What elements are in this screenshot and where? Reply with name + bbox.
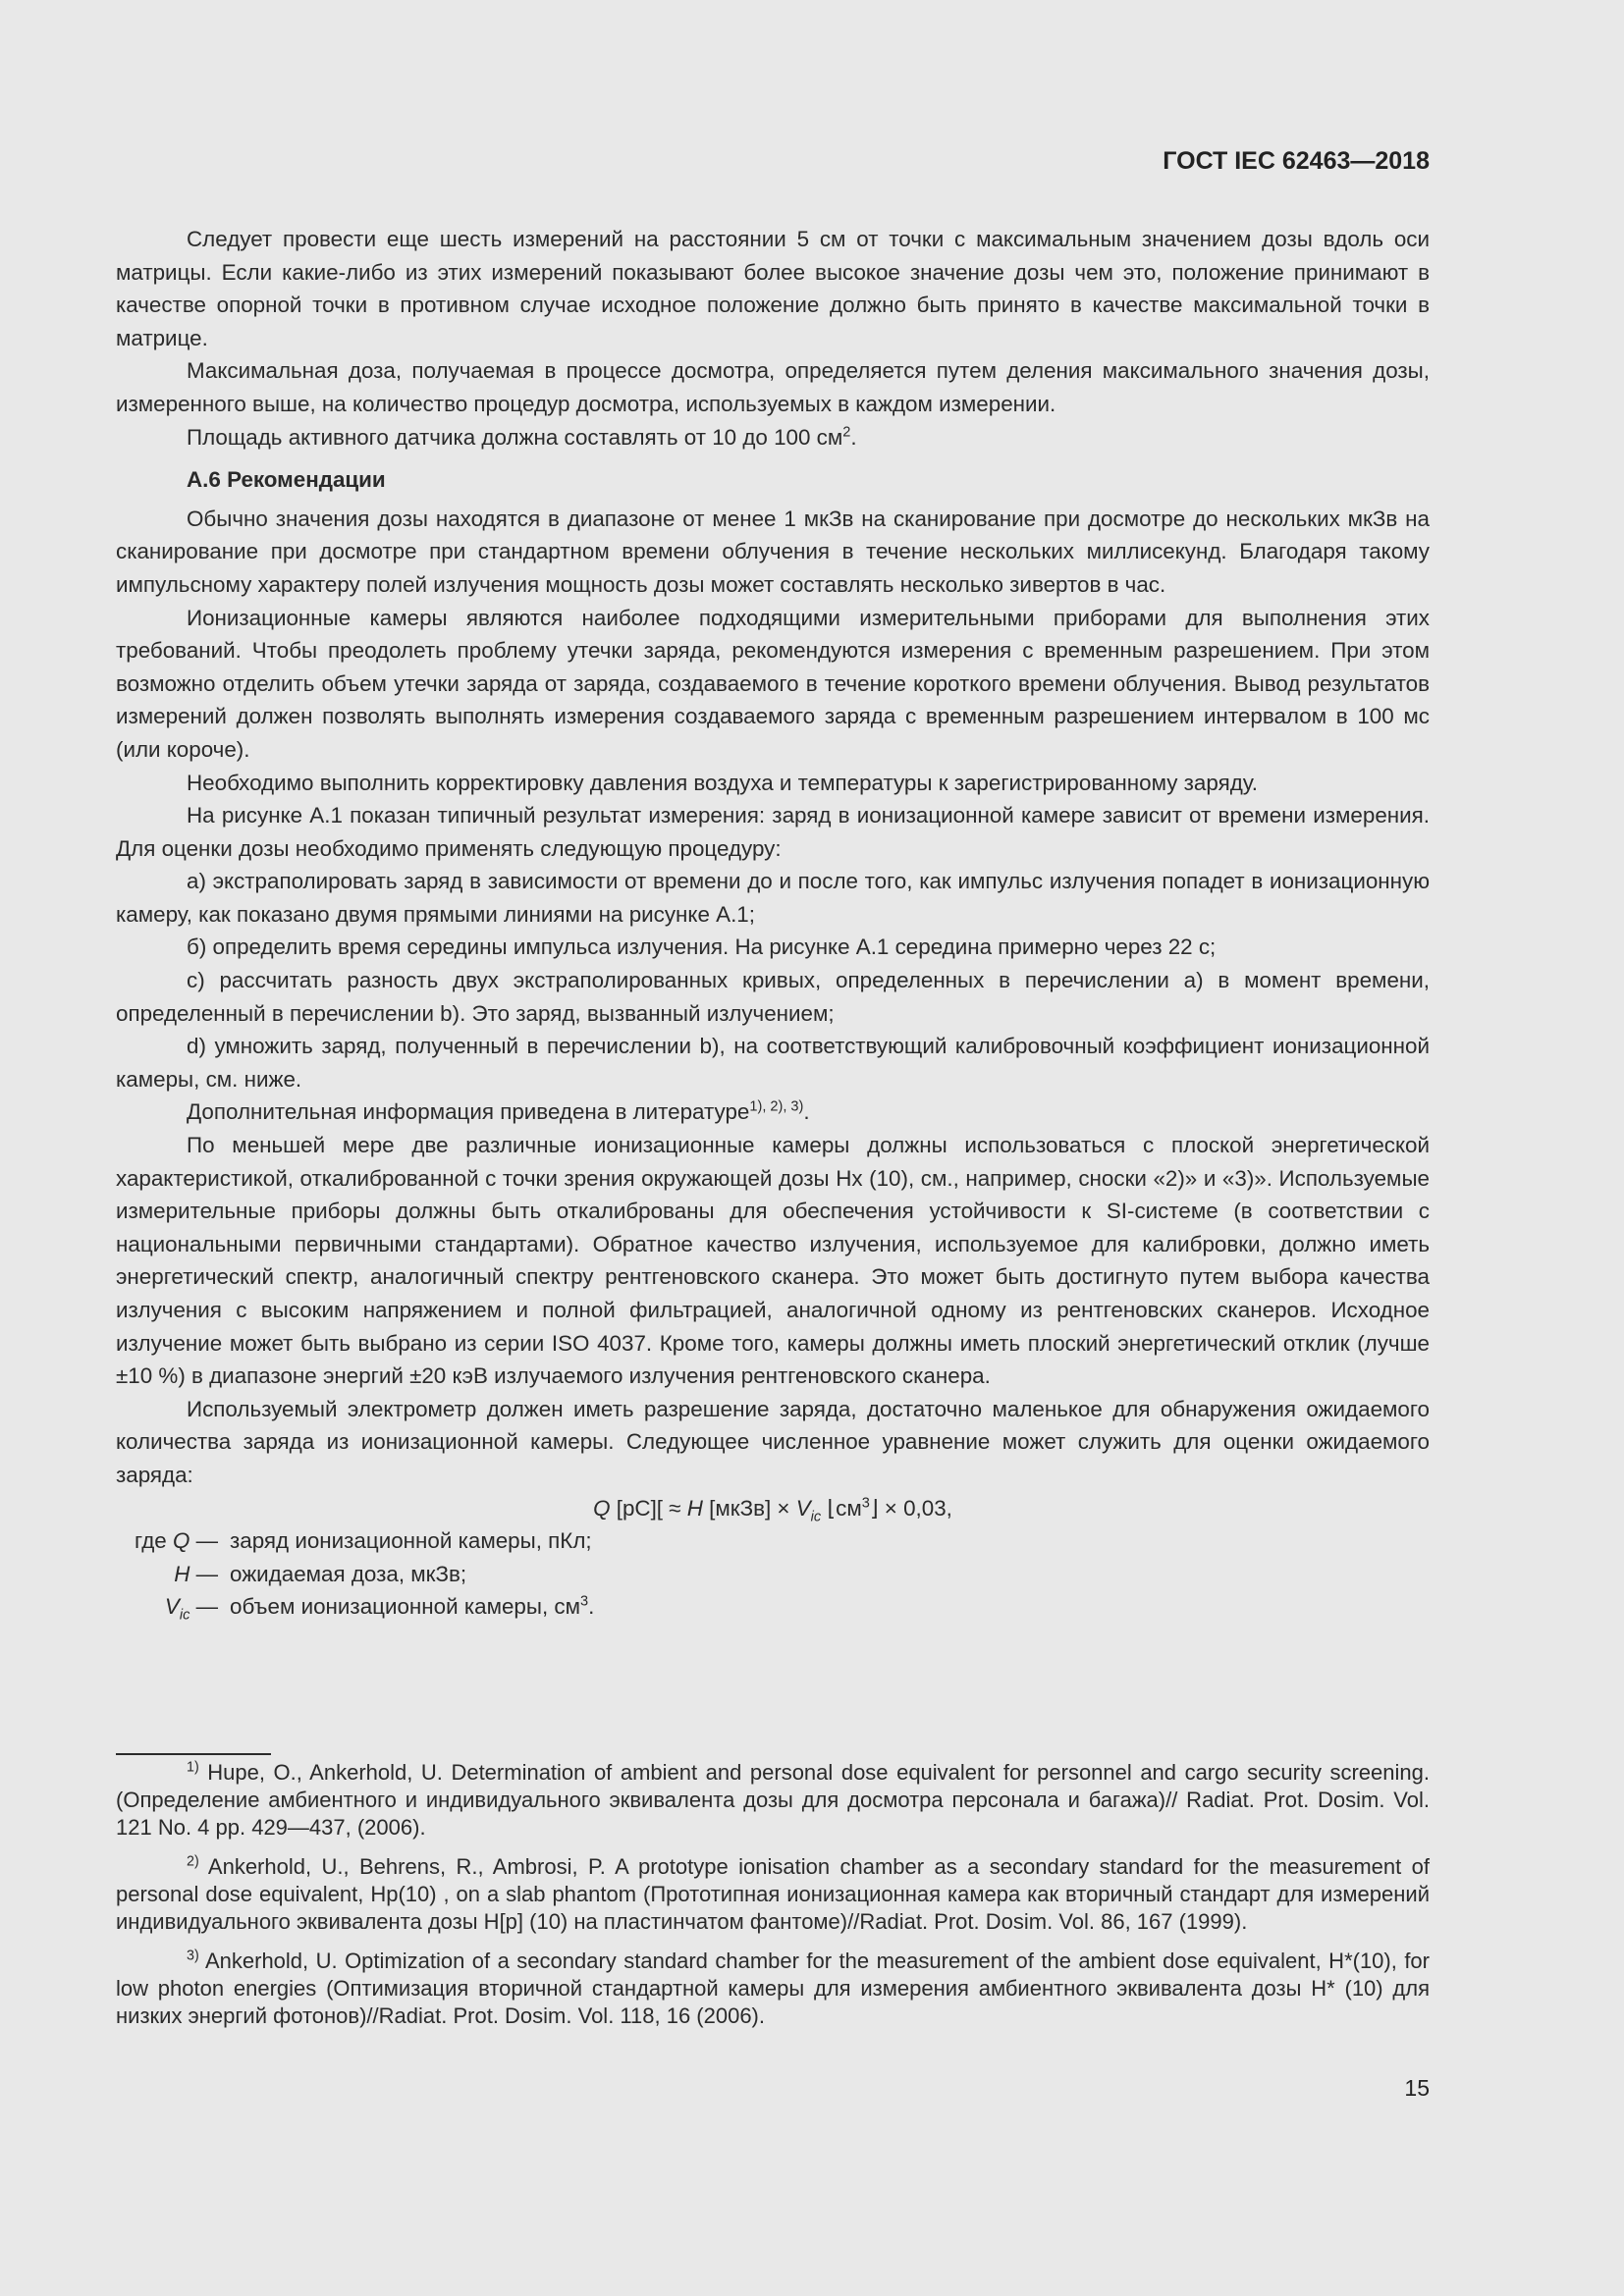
- paragraph: Используемый электрометр должен иметь разрешение заряда, достаточно маленькое для обнаружения ожидаемого количества заряда из ионизационной камеры. Следующее численное уравнение может служить для оценки ожидаемого заряда:: [116, 1396, 1430, 1487]
- paragraph: Максимальная доза, получаемая в процессе досмотра, определяется путем деления максимального значения дозы, измеренного выше, на количество процедур досмотра, используемых в каждом измерении.: [116, 358, 1430, 416]
- legend-description: заряд ионизационной камеры, пКл;: [230, 1528, 592, 1554]
- paragraph: Необходимо выполнить корректировку давления воздуха и температуры к зарегистрированному заряду.: [187, 770, 1258, 795]
- legend-description: объем ионизационной камеры, $см^3$.: [230, 1593, 595, 1620]
- page-number: 15: [1404, 2075, 1430, 2101]
- footnote: $^{2)}$ Ankerhold, U., Behrens, R., Ambrosi, P. A prototype ionisation chamber as a secondary standard for the measurement of personal dose equivalent, Hp(10) , on a slab phantom (Прототипная ионизационная камера как вторичный стандарт для измерений индивидуального эквивалента дозы H[p] (10) на пластинчатом фантоме)//Radiat. Prot. Dosim. Vol. 86, 167 (1999).: [116, 1853, 1430, 1934]
- section-heading: А.6 Рекомендации: [187, 467, 386, 493]
- list-item: б) определить время середины импульса излучения. На рисунке А.1 середина примерно через 22 с;: [187, 934, 1217, 960]
- legend-symbol: H —: [174, 1561, 218, 1586]
- list-item: d) умножить заряд, полученный в перечислении b), на соответствующий калибровочный коэффициент ионизационной камеры, см. ниже.: [116, 1034, 1430, 1092]
- formula: Q [pC][ ≈ H [мкЗв] × $V_{ic}$ $⌊см^3⌋ \times 0,03$,: [593, 1495, 952, 1525]
- footnotes: [116, 1759, 1430, 2042]
- legend-description: ожидаемая доза, мкЗв;: [230, 1561, 467, 1586]
- legend-symbol: где Q —: [135, 1528, 218, 1554]
- document-code: ГОСТ IEC 62463—2018: [1163, 147, 1430, 175]
- formula-legend: [116, 1524, 1430, 1624]
- footnote-separator: [116, 1753, 271, 1755]
- paragraph: По меньшей мере две различные ионизационные камеры должны использоваться с плоской энергетической характеристикой, откалиброванной с точки зрения окружающей дозы Нх (10), см., например, сноски «2)» и «3)». Используемые измерительные приборы должны быть откалиброваны для обеспечения устойчивости к SI-системе (в соответствии с национальными первичными стандартами). Обратное качество излучения, используемое для калибровки, должно иметь энергетический спектр, аналогичный спектру рентгеновского сканера. Это может быть достигнуто путем выбора качества излучения с высоким напряжением и полной фильтрацией, аналогичной одному из рентгеновских сканеров. Исходное излучение может быть выбрано из серии ISO 4037. Кроме того, камеры должны иметь плоский энергетический отклик (лучше ±10 %) в диапазоне энергий ±20 кэВ излучаемого излучения рентгеновского сканера.: [116, 1133, 1430, 1389]
- paragraph: Следует провести еще шесть измерений на расстоянии 5 см от точки с максимальным значением дозы вдоль оси матрицы. Если какие-либо из этих измерений показывают более высокое значение дозы чем это, положение принимают в качестве опорной точки в противном случае исходное положение должно быть принято в качестве максимальной точки в матрице.: [116, 227, 1430, 350]
- legend-symbol: $V_{ic}$ —: [164, 1594, 218, 1624]
- list-item: с) рассчитать разность двух экстраполированных кривых, определенных в перечислении а) в момент времени, определенный в перечислении b). Это заряд, вызванный излучением;: [116, 968, 1430, 1026]
- paragraph: На рисунке А.1 показан типичный результат измерения: заряд в ионизационной камере зависит от времени измерения. Для оценки дозы необходимо применять следующую процедуру:: [116, 803, 1430, 861]
- paragraph: Ионизационные камеры являются наиболее подходящими измерительными приборами для выполнения этих требований. Чтобы преодолеть проблему утечки заряда, рекомендуются измерения с временным разрешением. При этом возможно отделить объем утечки заряда от заряда, создаваемого в течение короткого времени облучения. Вывод результатов измерений должен позволять выполнять измерения создаваемого заряда с временным разрешением интервалом в 100 мс (или короче).: [116, 605, 1430, 762]
- paragraph-literature: Дополнительная информация приведена в литературе$^{1), 2), 3)}$.: [187, 1098, 810, 1125]
- main-text: [116, 223, 1430, 1624]
- footnote: $^{3)}$ Ankerhold, U. Optimization of a secondary standard chamber for the measurement of the ambient dose equivalent, H*(10), for low photon energies (Оптимизация вторичной стандартной камеры для измерения амбиентного эквивалента дозы H* (10) для низких энергий фотонов)//Radiat. Prot. Dosim. Vol. 118, 16 (2006).: [116, 1948, 1430, 2028]
- list-item: а) экстраполировать заряд в зависимости от времени до и после того, как импульс излучения попадет в ионизационную камеру, как показано двумя прямыми линиями на рисунке А.1;: [116, 869, 1430, 927]
- paragraph-area: Площадь активного датчика должна составлять от 10 до 100 $см^2$.: [187, 424, 857, 450]
- paragraph: Обычно значения дозы находятся в диапазоне от менее 1 мкЗв на сканирование при досмотре до нескольких мкЗв на сканирование при досмотре при стандартном времени облучения в течение нескольких миллисекунд. Благодаря такому импульсному характеру полей излучения мощность дозы может составлять несколько зивертов в час.: [116, 506, 1430, 597]
- footnote: $^{1)}$ Hupe, O., Ankerhold, U. Determination of ambient and personal dose equivalent for personnel and cargo security screening. (Определение амбиентного и индивидуального эквивалента дозы для досмотра персонала и багажа)// Radiat. Prot. Dosim. Vol. 121 No. 4 pp. 429—437, (2006).: [116, 1759, 1430, 1840]
